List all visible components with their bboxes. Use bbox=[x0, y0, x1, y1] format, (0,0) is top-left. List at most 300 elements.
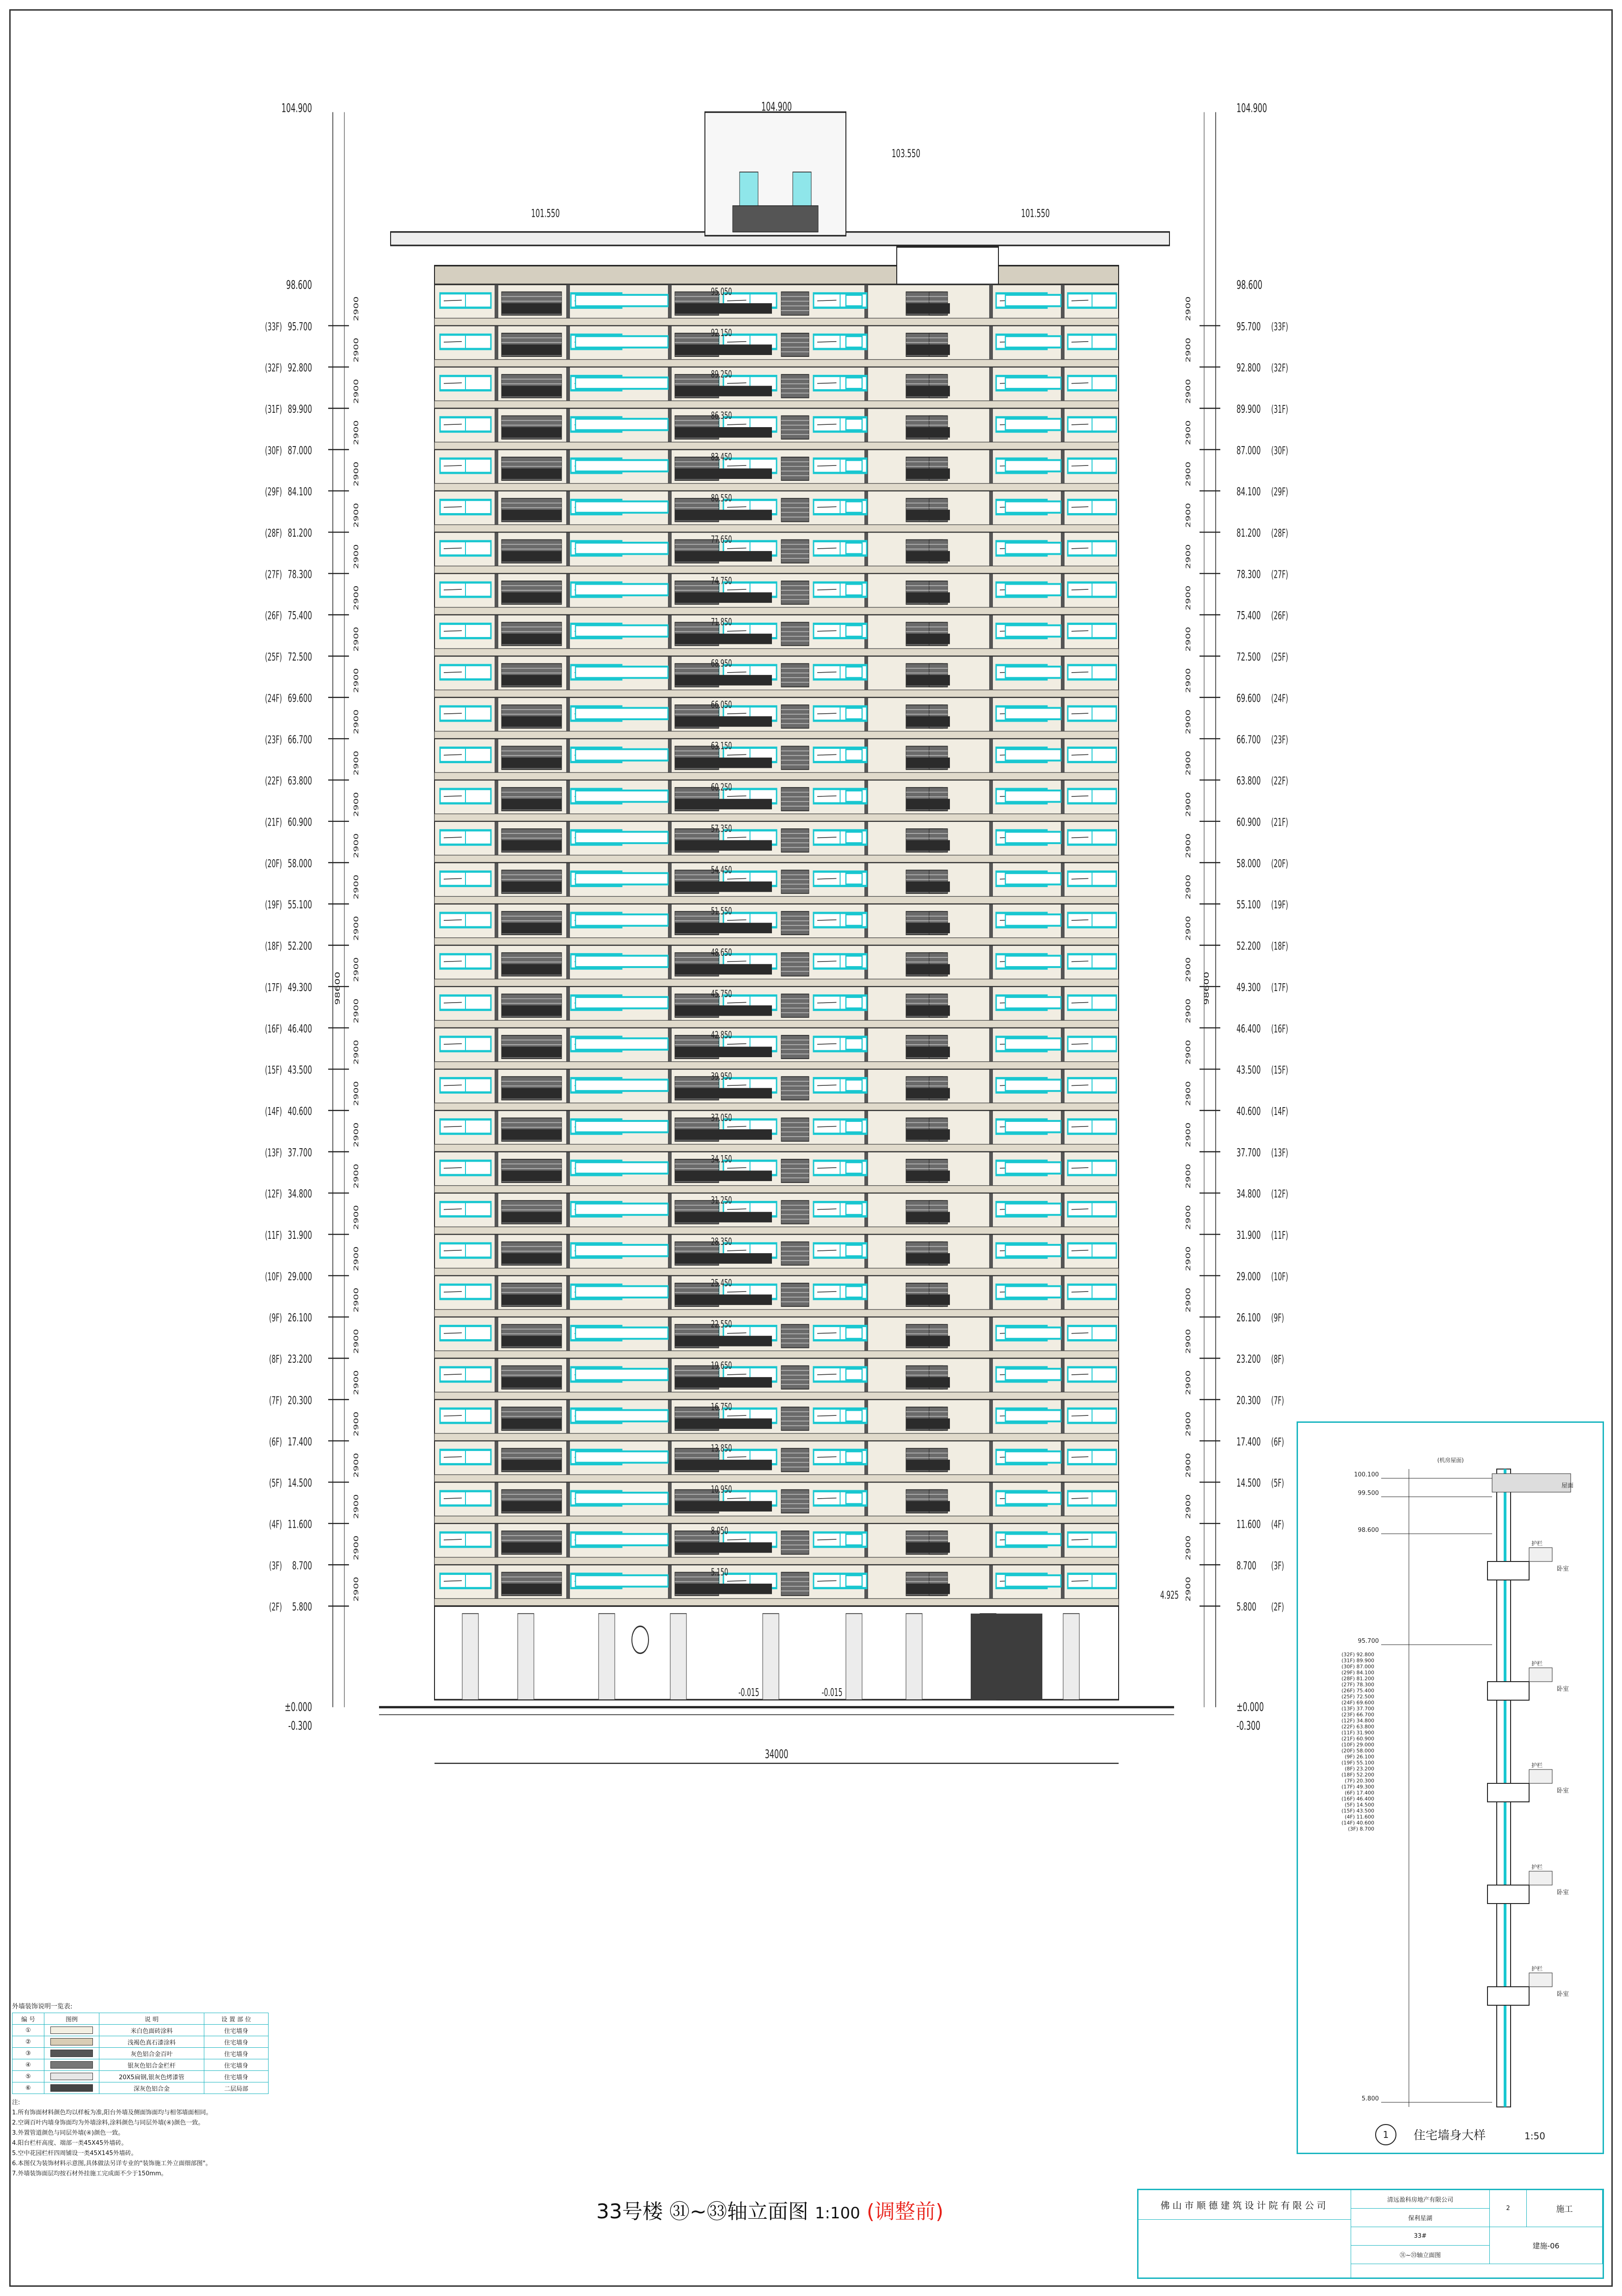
floor-height-right: 2900 bbox=[1185, 792, 1192, 817]
detail-stack-level: (32F) 92.800 bbox=[1341, 1652, 1374, 1658]
balcony-rail bbox=[502, 1501, 562, 1512]
floor-band bbox=[435, 1351, 1119, 1358]
tb-version: 2 bbox=[1490, 2190, 1527, 2227]
balcony-glass bbox=[846, 1410, 862, 1421]
tb-client: 清远盈科房地产有限公司 bbox=[1351, 2190, 1490, 2209]
tb-sheet-no: 建施-06 bbox=[1490, 2227, 1603, 2264]
floor-height-left: 2900 bbox=[353, 916, 360, 941]
legend-desc: 米白色面砖涂料 bbox=[99, 2025, 204, 2036]
balcony-rail bbox=[906, 758, 950, 768]
center-floor-label: 63.150 bbox=[710, 741, 732, 752]
balcony-rail bbox=[906, 1253, 950, 1264]
balcony-glass bbox=[1005, 1410, 1061, 1421]
legend-swatch bbox=[50, 2050, 93, 2057]
legend-header-loc: 设 置 部 位 bbox=[204, 2013, 269, 2025]
balcony-glass bbox=[1005, 997, 1061, 1009]
legend-swatch-cell bbox=[44, 2036, 99, 2048]
balcony-rail bbox=[675, 468, 772, 479]
outside-elev-left: -0.300 bbox=[288, 1719, 312, 1733]
balcony-glass bbox=[846, 708, 862, 719]
center-floor-label: 92.150 bbox=[710, 328, 732, 339]
balcony-rail bbox=[675, 634, 772, 644]
detail-stack-level: (18F) 52.200 bbox=[1341, 1772, 1374, 1778]
floor-elev-left: 14.500 bbox=[288, 1476, 312, 1490]
balcony-glass bbox=[1005, 1493, 1061, 1504]
detail-room-label: 卧室 bbox=[1557, 1991, 1569, 1998]
floor-elev-left: 75.400 bbox=[288, 608, 312, 622]
floor-elev-right: 89.900 bbox=[1236, 402, 1261, 416]
balcony-glass bbox=[1005, 336, 1061, 348]
ground-elev-left: ±0.000 bbox=[284, 1700, 312, 1714]
legend-row bbox=[12, 2059, 269, 2071]
balcony-glass bbox=[846, 1038, 862, 1050]
legend-row bbox=[12, 2025, 269, 2036]
floor-tag-right: (17F) bbox=[1271, 982, 1288, 994]
ac-louver bbox=[781, 788, 809, 811]
detail-elev: 95.700 bbox=[1358, 1638, 1379, 1645]
machine-room-window bbox=[793, 172, 811, 209]
floor-elev-right: 92.800 bbox=[1236, 361, 1261, 374]
balcony-rail bbox=[906, 1294, 950, 1305]
ac-louver bbox=[781, 953, 809, 976]
floor-elev-left: 60.900 bbox=[288, 815, 312, 829]
wall-detail-drawing bbox=[1298, 1423, 1603, 2153]
floor-band bbox=[435, 1598, 1119, 1606]
balcony-glass bbox=[846, 1369, 862, 1380]
balcony-rail bbox=[502, 840, 562, 851]
detail-stack-level: (16F) 46.400 bbox=[1341, 1796, 1374, 1802]
center-floor-label: 74.750 bbox=[710, 576, 732, 587]
balcony-glass bbox=[575, 1204, 668, 1215]
floor-elev-right: 29.000 bbox=[1236, 1269, 1261, 1283]
floor-height-left: 2900 bbox=[353, 751, 360, 776]
balcony-glass bbox=[846, 873, 862, 885]
floor-height-right: 2900 bbox=[1185, 461, 1192, 487]
balcony-glass bbox=[846, 543, 862, 554]
floor-height-left: 2900 bbox=[353, 1577, 360, 1602]
balcony-rail bbox=[502, 551, 562, 562]
balcony-glass bbox=[1005, 667, 1061, 678]
floor-elev-right: 43.500 bbox=[1236, 1063, 1261, 1077]
balcony-glass bbox=[846, 625, 862, 637]
detail-elev: 98.600 bbox=[1358, 1527, 1379, 1534]
floor-band bbox=[435, 1268, 1119, 1275]
tb-project: 保利星湖 bbox=[1351, 2209, 1490, 2227]
balcony-glass bbox=[846, 914, 862, 926]
floor-height-left: 2900 bbox=[353, 833, 360, 858]
detail-stack-level: (13F) 37.700 bbox=[1341, 1706, 1374, 1712]
balcony-rail bbox=[906, 386, 950, 397]
floor-tag-right: (13F) bbox=[1271, 1147, 1288, 1159]
balcony-rail bbox=[906, 468, 950, 479]
floor-elev-right: 58.000 bbox=[1236, 856, 1261, 870]
center-floor-label: 89.250 bbox=[710, 369, 732, 380]
floor-height-left: 2900 bbox=[353, 1329, 360, 1354]
balcony-glass bbox=[846, 1451, 862, 1463]
floor-height-right: 2900 bbox=[1185, 1453, 1192, 1478]
balcony-glass bbox=[1005, 625, 1061, 637]
balcony-rail bbox=[675, 303, 772, 314]
floor-tag-right: (16F) bbox=[1271, 1023, 1288, 1035]
floor-band bbox=[435, 442, 1119, 449]
floor-elev-right: 34.800 bbox=[1236, 1187, 1261, 1200]
floor-height-left: 2900 bbox=[353, 544, 360, 569]
floor-tag-left: (17F) bbox=[265, 982, 282, 994]
balcony-rail bbox=[675, 1543, 772, 1553]
detail-rail-label: 护栏 bbox=[1531, 1965, 1543, 1972]
balcony-glass bbox=[846, 790, 862, 802]
balcony-rail bbox=[906, 923, 950, 933]
floor-band bbox=[435, 1475, 1119, 1482]
detail-slab bbox=[1487, 1885, 1529, 1904]
floor-tag-left: (6F) bbox=[269, 1436, 282, 1448]
floor-height-right: 2900 bbox=[1185, 916, 1192, 941]
detail-stack-level: (17F) 49.300 bbox=[1341, 1784, 1374, 1790]
balcony-glass bbox=[575, 997, 668, 1009]
legend-swatch bbox=[50, 2073, 93, 2080]
floor-band bbox=[435, 1516, 1119, 1524]
floor-height-right: 2900 bbox=[1185, 1246, 1192, 1271]
detail-stack-level: (12F) 34.800 bbox=[1341, 1718, 1374, 1724]
floor-tag-left: (8F) bbox=[269, 1353, 282, 1366]
detail-stack-level: (30F) 87.000 bbox=[1341, 1664, 1374, 1670]
floor-elev-left: 89.900 bbox=[288, 402, 312, 416]
floor-height-right: 2900 bbox=[1185, 1535, 1192, 1561]
balcony-glass bbox=[846, 1493, 862, 1504]
balcony-glass bbox=[846, 1286, 862, 1298]
floor-tag-left: (11F) bbox=[265, 1230, 282, 1242]
balcony-rail bbox=[906, 1047, 950, 1057]
floor-height-left: 2900 bbox=[353, 998, 360, 1023]
legend-location: 住宅墙身 bbox=[204, 2025, 269, 2036]
balcony-rail bbox=[502, 1212, 562, 1223]
balcony-glass bbox=[575, 1534, 668, 1545]
balcony-glass bbox=[1005, 708, 1061, 719]
balcony-glass bbox=[575, 832, 668, 843]
legend-row bbox=[12, 2071, 269, 2082]
balcony-rail bbox=[502, 303, 562, 314]
balcony-rail bbox=[675, 675, 772, 686]
floor-elev-right: 26.100 bbox=[1236, 1310, 1261, 1324]
balcony-glass bbox=[1005, 584, 1061, 595]
podium-column bbox=[1063, 1614, 1079, 1700]
note-3: 3.外置管道颜色与同层外墙(④)颜色一致。 bbox=[12, 2130, 124, 2137]
floor-band bbox=[435, 772, 1119, 780]
legend-no: ① bbox=[12, 2025, 44, 2036]
floor-tag-left: (32F) bbox=[265, 362, 282, 374]
legend-row bbox=[12, 2048, 269, 2059]
center-floor-label: 13.850 bbox=[710, 1443, 732, 1454]
balcony-rail bbox=[502, 510, 562, 520]
floor-height-right: 2900 bbox=[1185, 1494, 1192, 1519]
detail-room-label: 卧室 bbox=[1557, 1889, 1569, 1896]
detail-caption-no: 1 bbox=[1383, 2129, 1389, 2140]
floor-tag-right: (6F) bbox=[1271, 1436, 1284, 1448]
floor-band bbox=[435, 1020, 1119, 1028]
balcony-glass bbox=[1005, 378, 1061, 389]
detail-stack-level: (9F) 26.100 bbox=[1345, 1754, 1374, 1760]
floor-tag-left: (9F) bbox=[269, 1312, 282, 1324]
balcony-glass bbox=[1005, 873, 1061, 885]
balcony-rail bbox=[906, 799, 950, 809]
center-floor-label: 25.450 bbox=[710, 1278, 732, 1289]
floor-height-right: 2900 bbox=[1185, 379, 1192, 404]
balcony-glass bbox=[575, 419, 668, 430]
floor-band bbox=[435, 484, 1119, 491]
step-elev-left: -0.015 bbox=[738, 1687, 759, 1699]
ac-louver bbox=[781, 1242, 809, 1265]
detail-stack-level: (22F) 63.800 bbox=[1341, 1724, 1374, 1730]
balcony-rail bbox=[675, 1418, 772, 1429]
floor-elev-left: 34.800 bbox=[288, 1187, 312, 1200]
balcony-glass bbox=[846, 419, 862, 430]
tb-building: 33# bbox=[1351, 2227, 1490, 2246]
balcony-rail bbox=[906, 1501, 950, 1512]
balcony-rail bbox=[502, 758, 562, 768]
detail-stack-level: (14F) 40.600 bbox=[1341, 1820, 1374, 1826]
legend-no: ③ bbox=[12, 2048, 44, 2059]
balcony-glass bbox=[846, 1328, 862, 1339]
ac-louver bbox=[781, 622, 809, 645]
floor-elev-left: 40.600 bbox=[288, 1104, 312, 1118]
floor-elev-right: 31.900 bbox=[1236, 1228, 1261, 1242]
floor-height-left: 2900 bbox=[353, 461, 360, 487]
balcony-glass bbox=[1005, 543, 1061, 554]
balcony-rail bbox=[675, 1212, 772, 1223]
floor-elev-left: 66.700 bbox=[288, 732, 312, 746]
legend-desc: 20X5扁钢,银灰色烤漆管 bbox=[99, 2071, 204, 2082]
legend-header-no: 编 号 bbox=[12, 2013, 44, 2025]
floor-elev-right: 17.400 bbox=[1236, 1434, 1261, 1448]
balcony-glass bbox=[575, 708, 668, 719]
balcony-glass bbox=[846, 502, 862, 513]
floor-tag-left: (31F) bbox=[265, 404, 282, 416]
floor-elev-left: 55.100 bbox=[288, 898, 312, 912]
balcony-rail bbox=[675, 1460, 772, 1470]
notes-title: 注: bbox=[12, 2099, 20, 2106]
balcony-glass bbox=[846, 1245, 862, 1256]
balcony-glass bbox=[846, 1121, 862, 1133]
center-floor-label: 66.050 bbox=[710, 699, 732, 711]
balcony-glass bbox=[1005, 1328, 1061, 1339]
floor-band bbox=[435, 896, 1119, 904]
floor-height-left: 2900 bbox=[353, 668, 360, 693]
balcony-rail bbox=[675, 1047, 772, 1057]
ac-louver bbox=[781, 498, 809, 521]
balcony-glass bbox=[575, 956, 668, 967]
floor-band bbox=[435, 566, 1119, 573]
floor-band bbox=[435, 1227, 1119, 1234]
balcony-glass bbox=[575, 378, 668, 389]
floor-height-right: 2900 bbox=[1185, 585, 1192, 611]
floor-band bbox=[435, 1557, 1119, 1565]
balcony-rail bbox=[675, 1501, 772, 1512]
balcony-glass bbox=[1005, 1534, 1061, 1545]
balcony-glass bbox=[575, 336, 668, 348]
floor-tag-right: (21F) bbox=[1271, 817, 1288, 829]
detail-stack-level: (27F) 78.300 bbox=[1341, 1682, 1374, 1688]
floor-elev-left: 72.500 bbox=[288, 650, 312, 664]
floor-height-right: 2900 bbox=[1185, 751, 1192, 776]
detail-rail bbox=[1529, 1871, 1552, 1885]
detail-rail bbox=[1529, 1668, 1552, 1682]
detail-stack-level: (31F) 89.900 bbox=[1341, 1658, 1374, 1664]
center-floor-label: 28.350 bbox=[710, 1236, 732, 1248]
floor-height-left: 2900 bbox=[353, 1122, 360, 1147]
floor-tag-right: (24F) bbox=[1271, 693, 1288, 705]
legend-swatch bbox=[50, 2084, 93, 2092]
balcony-rail bbox=[906, 1336, 950, 1347]
floor-band bbox=[435, 360, 1119, 367]
floor-height-right: 2900 bbox=[1185, 420, 1192, 445]
detail-stack-level: (5F) 14.500 bbox=[1345, 1802, 1374, 1808]
detail-stack-level: (20F) 58.000 bbox=[1341, 1748, 1374, 1754]
balcony-rail bbox=[906, 1377, 950, 1388]
floor-tag-left: (19F) bbox=[265, 899, 282, 912]
legend-table bbox=[12, 2013, 269, 2094]
balcony-glass bbox=[1005, 419, 1061, 430]
floor-elev-right: 78.300 bbox=[1236, 567, 1261, 581]
floor-elev-right: 69.600 bbox=[1236, 691, 1261, 705]
floor-elev-left: 84.100 bbox=[288, 484, 312, 498]
detail-stack-level: (10F) 29.000 bbox=[1341, 1742, 1374, 1748]
balcony-rail bbox=[502, 1088, 562, 1099]
floor-band bbox=[435, 1062, 1119, 1069]
facade-legend bbox=[12, 2002, 269, 2179]
balcony-rail bbox=[675, 1088, 772, 1099]
detail-stack-level: (29F) 84.100 bbox=[1341, 1670, 1374, 1676]
floor-height-left: 2900 bbox=[353, 502, 360, 528]
detail-roof-slab bbox=[1492, 1474, 1574, 1492]
parapet-elev-right: 101.550 bbox=[1021, 206, 1050, 220]
floor-elev-right: 14.500 bbox=[1236, 1476, 1261, 1490]
center-floor-label: 83.450 bbox=[710, 452, 732, 463]
balcony-glass bbox=[575, 1080, 668, 1091]
floor-elev-left: 92.800 bbox=[288, 361, 312, 374]
title-scale: 1:100 bbox=[814, 2204, 860, 2223]
balcony-rail bbox=[502, 468, 562, 479]
detail-stack-level: (8F) 23.200 bbox=[1345, 1766, 1374, 1772]
floor-elev-right: 75.400 bbox=[1236, 608, 1261, 622]
balcony-glass bbox=[575, 1493, 668, 1504]
floor-tag-right: (9F) bbox=[1271, 1312, 1284, 1324]
floor-height-right: 2900 bbox=[1185, 1329, 1192, 1354]
floor-elev-left: 69.600 bbox=[288, 691, 312, 705]
floor-height-right: 2900 bbox=[1185, 833, 1192, 858]
note-2: 2.空调百叶内墙身饰面均为外墙涂料,涂料颜色与同层外墙(④)颜色一致。 bbox=[12, 2119, 204, 2126]
balcony-glass bbox=[575, 914, 668, 926]
balcony-rail bbox=[502, 1129, 562, 1140]
floor-tag-right: (20F) bbox=[1271, 858, 1288, 870]
entrance-grille bbox=[971, 1614, 1042, 1700]
floor-tag-right: (30F) bbox=[1271, 445, 1288, 457]
podium-column bbox=[599, 1614, 615, 1700]
floor-elev-right: 66.700 bbox=[1236, 732, 1261, 746]
center-floor-label: 16.750 bbox=[710, 1402, 732, 1413]
ac-louver bbox=[781, 1366, 809, 1389]
floor-height-right: 2900 bbox=[1185, 544, 1192, 569]
floor-elev-right: 95.700 bbox=[1236, 319, 1261, 333]
balcony-rail bbox=[906, 1212, 950, 1223]
center-floor-label: 5.150 bbox=[710, 1567, 728, 1578]
floor-height-left: 2900 bbox=[353, 626, 360, 652]
top-left-elev: 104.900 bbox=[281, 101, 312, 116]
balcony-glass bbox=[846, 336, 862, 348]
balcony-glass bbox=[846, 584, 862, 595]
legend-swatch-cell bbox=[44, 2082, 99, 2094]
center-floor-label: 48.650 bbox=[710, 947, 732, 959]
balcony-glass bbox=[575, 1245, 668, 1256]
balcony-glass bbox=[1005, 460, 1061, 471]
step-elev-right: -0.015 bbox=[821, 1687, 843, 1699]
balcony-rail bbox=[906, 1005, 950, 1016]
title-axis: ㉛~㉝轴立面图 bbox=[669, 2200, 808, 2223]
overall-height-right: 98600 bbox=[1203, 971, 1211, 1005]
podium-column bbox=[670, 1614, 686, 1700]
floor-elev-left: 95.700 bbox=[288, 319, 312, 333]
center-floor-label: 37.050 bbox=[710, 1112, 732, 1124]
floor-elev-left: 20.300 bbox=[288, 1393, 312, 1407]
detail-rail bbox=[1529, 1769, 1552, 1783]
roof-parapet bbox=[435, 266, 1119, 285]
floor-tag-left: (25F) bbox=[265, 651, 282, 664]
floor-tag-left: (22F) bbox=[265, 775, 282, 788]
floor-tag-right: (22F) bbox=[1271, 775, 1288, 788]
wall-detail-box bbox=[1297, 1421, 1604, 2154]
overall-height-left: 98600 bbox=[334, 971, 342, 1005]
balcony-glass bbox=[575, 584, 668, 595]
balcony-rail bbox=[906, 1584, 950, 1594]
machine-room-louver bbox=[733, 206, 818, 232]
ac-louver bbox=[781, 829, 809, 852]
balcony-glass bbox=[846, 460, 862, 471]
canopy-elev: 4.925 bbox=[1160, 1590, 1179, 1602]
legend-notes bbox=[12, 2098, 269, 2179]
balcony-glass bbox=[1005, 749, 1061, 761]
balcony-rail bbox=[906, 1418, 950, 1429]
balcony-rail bbox=[675, 551, 772, 562]
balcony-glass bbox=[575, 1121, 668, 1133]
ac-louver bbox=[781, 1118, 809, 1141]
legend-location: 住宅墙身 bbox=[204, 2048, 269, 2059]
floor-tag-left: (26F) bbox=[265, 610, 282, 622]
balcony-rail bbox=[675, 758, 772, 768]
detail-room-label: 卧室 bbox=[1557, 1566, 1569, 1573]
legend-desc: 深灰色铝合金 bbox=[99, 2082, 204, 2094]
floor-band bbox=[435, 1103, 1119, 1110]
ac-louver bbox=[781, 705, 809, 728]
ac-louver bbox=[781, 374, 809, 398]
center-floor-label: 77.650 bbox=[710, 534, 732, 546]
floor-elev-left: 37.700 bbox=[288, 1145, 312, 1159]
floor-elev-left: 52.200 bbox=[288, 939, 312, 953]
balcony-glass bbox=[1005, 914, 1061, 926]
balcony-rail bbox=[502, 634, 562, 644]
ac-louver bbox=[781, 1283, 809, 1306]
balcony-rail bbox=[502, 344, 562, 355]
balcony-rail bbox=[906, 344, 950, 355]
floor-band bbox=[435, 1433, 1119, 1441]
floor-tag-left: (20F) bbox=[265, 858, 282, 870]
floor-height-right: 2900 bbox=[1185, 1370, 1192, 1395]
balcony-glass bbox=[846, 997, 862, 1009]
floor-height-left: 2900 bbox=[353, 1246, 360, 1271]
balcony-glass bbox=[1005, 1204, 1061, 1215]
balcony-glass bbox=[1005, 1162, 1061, 1174]
legend-swatch-cell bbox=[44, 2025, 99, 2036]
floor-band bbox=[435, 690, 1119, 698]
balcony-rail bbox=[502, 1336, 562, 1347]
